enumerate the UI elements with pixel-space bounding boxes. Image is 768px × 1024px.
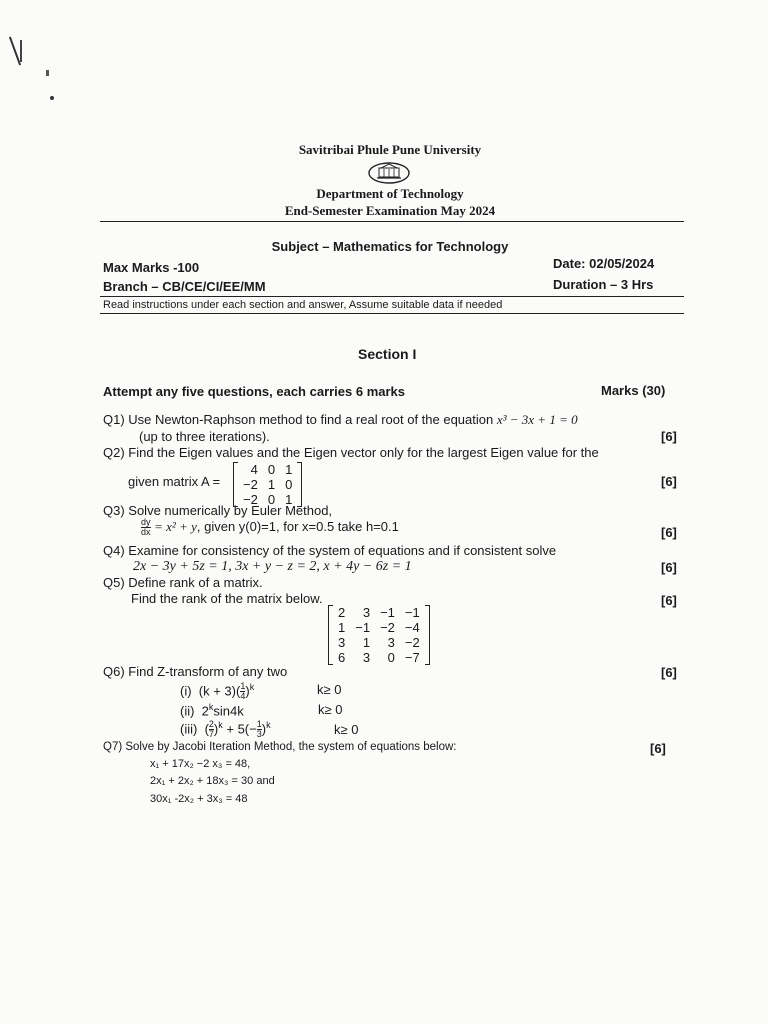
item-expr: ( xyxy=(204,721,209,737)
item-expr: 2 xyxy=(201,703,209,719)
rank-matrix-cell: 2 xyxy=(338,605,346,620)
item-label: (iii) xyxy=(180,721,198,737)
rank-matrix-cell: −2 xyxy=(404,635,420,650)
matrix-a-cell: 0 xyxy=(267,462,276,477)
matrix-a-cell: −2 xyxy=(243,492,258,507)
question-7-marks: [6] xyxy=(650,741,666,756)
question-6-item-1 xyxy=(180,682,254,701)
rank-matrix-cell: 1 xyxy=(362,635,371,650)
instructions: Read instructions under each section and answer, Assume suitable data if needed xyxy=(103,299,503,311)
rank-matrix-cell: −7 xyxy=(404,650,420,665)
rank-matrix-cell: −1 xyxy=(355,620,371,635)
rank-matrix-row xyxy=(333,635,425,650)
numerator: 1 xyxy=(256,719,262,730)
question-4-text: Q4) Examine for consistency of the system of equations and if consistent solve xyxy=(103,543,557,558)
question-6-item-1-cond: k≥ 0 xyxy=(317,682,342,697)
question-5-text: Q5) Define rank of a matrix. xyxy=(103,575,263,590)
university-name: Savitribai Phule Pune University xyxy=(298,142,482,157)
denominator: 7 xyxy=(208,729,214,740)
dy-dx-fraction xyxy=(141,518,151,537)
item-tail: ) xyxy=(213,721,219,737)
numerator: 1 xyxy=(240,681,246,692)
item-expr: (k + 3)( xyxy=(198,683,241,699)
question-2-marks: [6] xyxy=(661,474,677,489)
item-tail: sin4k xyxy=(213,703,244,719)
question-3-marks: [6] xyxy=(661,525,677,540)
max-marks: Max Marks -100 xyxy=(103,260,200,275)
question-1-marks: [6] xyxy=(661,429,677,444)
item-tail: ) xyxy=(261,721,267,737)
question-5-line2: Find the rank of the matrix below. xyxy=(131,591,323,606)
item-mid: + 5(− xyxy=(222,721,257,737)
question-7-eq-2: 2x₁ + 2x₂ + 18x₃ = 30 and xyxy=(150,775,275,787)
item-label: (i) xyxy=(180,683,192,699)
question-6-item-2-cond: k≥ 0 xyxy=(318,702,343,717)
university-emblem xyxy=(366,161,412,185)
question-6-marks: [6] xyxy=(661,665,677,680)
scan-dot xyxy=(46,70,49,76)
rank-matrix-cell: 0 xyxy=(387,650,395,665)
duration: Duration – 3 Hrs xyxy=(553,277,654,292)
dx: dx xyxy=(141,527,151,537)
question-6-item-3 xyxy=(180,720,271,739)
matrix-a-cell: −2 xyxy=(243,477,258,492)
question-1-equation: x³ − 3x + 1 = 0 xyxy=(496,412,578,427)
denominator: 4 xyxy=(240,691,246,702)
question-3-condition: , given y(0)=1, for x=0.5 take h=0.1 xyxy=(196,518,399,534)
exponent: k xyxy=(266,720,271,730)
rank-matrix-cell: 3 xyxy=(338,635,346,650)
instructions-rule-top xyxy=(100,296,684,297)
rank-matrix-row xyxy=(333,650,425,665)
question-6-item-3-cond: k≥ 0 xyxy=(334,722,359,737)
question-6-item-2 xyxy=(180,702,244,718)
exponent: k xyxy=(218,720,223,730)
rank-matrix-row xyxy=(333,620,425,635)
instructions-rule-bottom xyxy=(100,313,684,314)
department-name: Department of Technology xyxy=(316,186,464,201)
matrix-a-row xyxy=(238,462,297,477)
question-1 xyxy=(103,412,578,428)
matrix-a-cell: 0 xyxy=(267,492,276,507)
exam-date: Date: 02/05/2024 xyxy=(553,256,655,271)
question-4-equations: 2x − 3y + 5z = 1, 3x + y − z = 2, x + 4y − 6z = 1 xyxy=(133,559,412,574)
question-2-text: Q2) Find the Eigen values and the Eigen vector only for the largest Eigen value for the xyxy=(103,445,599,460)
matrix-a-cell: 0 xyxy=(285,477,293,492)
rank-matrix-cell: −2 xyxy=(380,620,395,635)
header-rule-top xyxy=(100,221,684,222)
rank-matrix-cell: 3 xyxy=(362,650,371,665)
subject-title: Subject – Mathematics for Technology xyxy=(271,239,509,254)
question-5-marks: [6] xyxy=(661,593,677,608)
rank-matrix-cell: 1 xyxy=(338,620,346,635)
question-1-line2: (up to three iterations). xyxy=(139,429,270,444)
section-marks: Marks (30) xyxy=(601,383,666,398)
rank-matrix-cell: 3 xyxy=(362,605,371,620)
rank-matrix-cell: 3 xyxy=(387,635,395,650)
matrix-a-cell: 1 xyxy=(285,492,293,507)
matrix-a-cell: 4 xyxy=(250,462,258,477)
rank-matrix-cell: −1 xyxy=(404,605,420,620)
scan-mark xyxy=(20,40,22,62)
exponent: k xyxy=(208,702,214,712)
scan-dot xyxy=(50,96,54,100)
item-tail: ) xyxy=(245,683,250,699)
rank-matrix-cell: 6 xyxy=(338,650,346,665)
question-2-matrix-label: given matrix A = xyxy=(128,474,221,489)
matrix-a-cell: 1 xyxy=(267,477,276,492)
question-7-eq-1: x₁ + 17x₂ −2 x₃ = 48, xyxy=(150,758,251,770)
matrix-a-row xyxy=(238,477,297,492)
question-3-text: Q3) Solve numerically by Euler Method, xyxy=(103,503,333,518)
question-7-eq-3: 30x₁ -2x₂ + 3x₃ = 48 xyxy=(150,793,248,805)
rank-matrix-row xyxy=(333,605,425,620)
numerator: 2 xyxy=(208,719,214,730)
question-4-marks: [6] xyxy=(661,560,677,575)
dy: dy xyxy=(141,517,151,527)
denominator: 3 xyxy=(256,729,262,740)
question-7-text: Q7) Solve by Jacobi Iteration Method, the system of equations below: xyxy=(103,741,457,753)
question-3-rhs: = x² + y xyxy=(154,518,197,534)
section-instruction: Attempt any five questions, each carries 6 marks xyxy=(103,384,406,399)
question-2-matrix xyxy=(233,462,302,507)
item-label: (ii) xyxy=(180,703,195,719)
rank-matrix-cell: −4 xyxy=(404,620,420,635)
exam-title: End-Semester Examination May 2024 xyxy=(284,203,496,218)
exponent: k xyxy=(249,682,255,692)
branch: Branch – CB/CE/CI/EE/MM xyxy=(103,279,266,294)
rank-matrix-cell: −1 xyxy=(380,605,395,620)
question-5-matrix xyxy=(328,605,430,665)
section-title: Section I xyxy=(358,346,417,362)
matrix-a-cell: 1 xyxy=(285,462,293,477)
question-6-text: Q6) Find Z-transform of any two xyxy=(103,664,288,679)
question-1-text: Q1) Use Newton-Raphson method to find a real root of the equation xyxy=(103,412,497,427)
question-3-equation xyxy=(141,518,399,537)
